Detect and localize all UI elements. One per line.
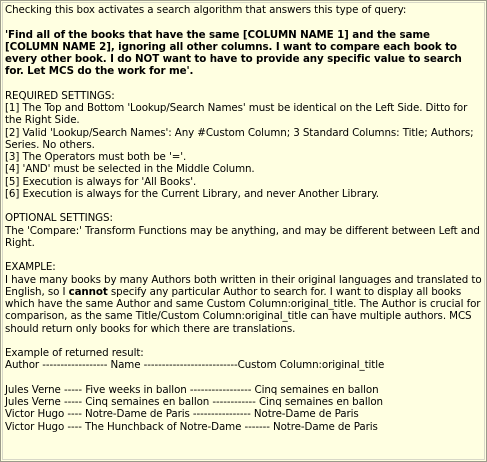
example-heading: EXAMPLE: (5, 261, 56, 274)
required-item-3: [3] The Operators must both be '='. (5, 151, 187, 163)
result-row: Victor Hugo ---- The Hunchback of Notre-Dame ------- Notre-Dame de Paris (5, 420, 378, 433)
result-row: Jules Verne ----- Five weeks in ballon ----------------- Cinq semaines en ballon (5, 383, 379, 396)
required-heading: REQUIRED SETTINGS: (5, 89, 115, 102)
example-text-emphasis: cannot (68, 285, 108, 298)
required-item-1: [1] The Top and Bottom 'Lookup/Search Names' must be identical on the Left Side. Ditto for the Right Side. (5, 102, 468, 127)
example-text-end: specify any particular Author to search for. I want to display all books which have the same Author and same Custom Column:original_title. The Author is crucial for comparison, as the same Title/Custom Column:original_title can have multiple authors. MCS should return only books for which there are translations. (5, 285, 481, 335)
required-item-5: [5] Execution is always for 'All Books'. (5, 175, 197, 188)
result-row: Victor Hugo ---- Notre-Dame de Paris ---------------- Notre-Dame de Paris (5, 408, 359, 421)
help-text-content (5, 4, 482, 433)
query-quote: 'Find all of the books that have the same [COLUMN NAME 1] and the same [COLUMN NAME 2], ignoring all other columns. I want to compare each book to every other book. I do NOT want to have to provide any specific value to search for. Let MCS do the work for me'. (5, 28, 462, 78)
optional-heading: OPTIONAL SETTINGS: (5, 212, 113, 225)
required-item-2: [2] Valid 'Lookup/Search Names': Any #Custom Column; 3 Standard Columns: Title; Authors; Series. No others. (5, 126, 474, 151)
result-row: Jules Verne ----- Cinq semaines en ballon ------------ Cinq semaines en ballon (5, 396, 383, 408)
required-item-4: [4] 'AND' must be selected in the Middle Column. (5, 163, 255, 176)
intro-text: Checking this box activates a search algorithm that answers this type of query: (5, 4, 407, 16)
required-item-6: [6] Execution is always for the Current Library, and never Another Library. (5, 187, 379, 200)
example-text-start: I have many books by many Authors both written in their original languages and translated to English, so I (5, 273, 482, 298)
result-heading: Example of returned result: (5, 347, 144, 359)
optional-text: The 'Compare:' Transform Functions may be anything, and may be different between Left and Right. (5, 224, 480, 249)
result-header-row: Author ------------------ Name --------------------------Custom Column:original_title (5, 359, 385, 372)
example-text (5, 274, 482, 335)
